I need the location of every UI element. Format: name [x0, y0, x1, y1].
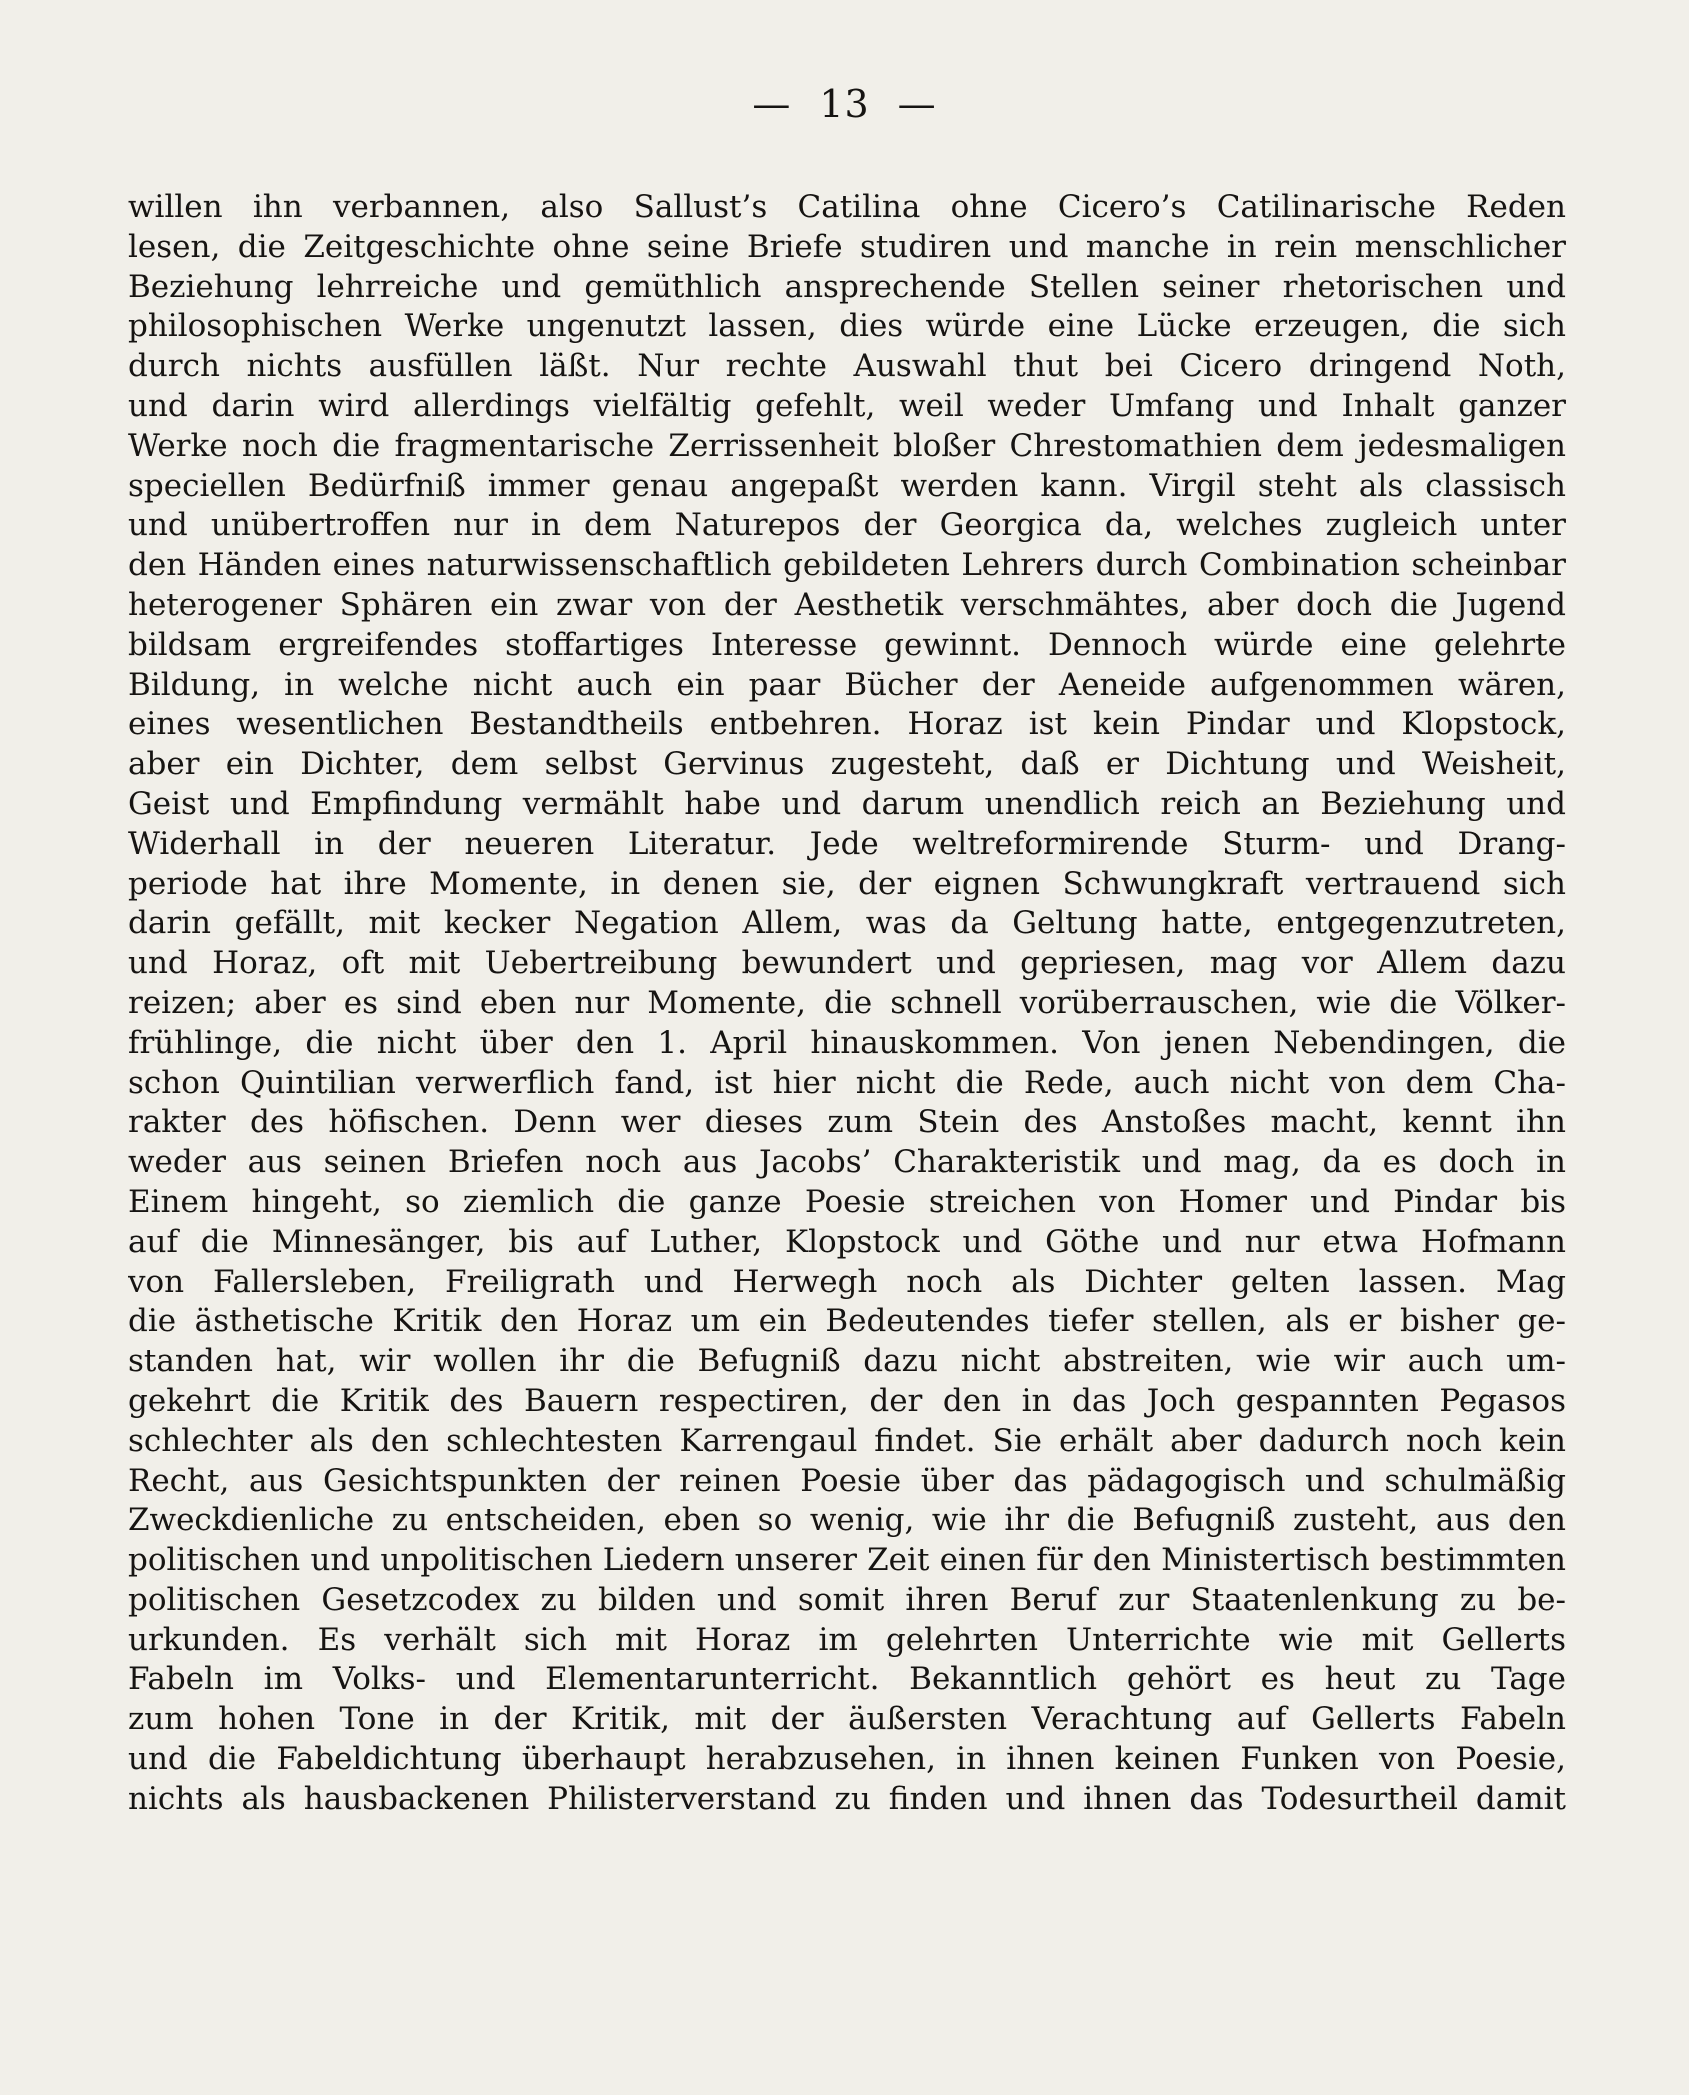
text-line: und darin wird allerdings vielfältig gefehlt, weil weder Umfang und Inhalt ganzer	[128, 387, 1566, 424]
text-line: und die Fabeldichtung überhaupt herabzusehen, in ihnen keinen Funken von Poesie,	[128, 1741, 1566, 1778]
text-line: zum hohen Tone in der Kritik, mit der äußersten Verachtung auf Gellerts Fabeln	[128, 1701, 1566, 1738]
text-line: darin gefällt, mit kecker Negation Allem, was da Geltung hatte, entgegenzutreten,	[128, 905, 1566, 942]
text-line: willen ihn verbannen, also Sallust’s Catilina ohne Cicero’s Catilinarische Reden	[128, 189, 1566, 225]
page-header	[0, 82, 1689, 126]
text-line: periode hat ihre Momente, in denen sie, der eignen Schwungkraft vertrauend sich	[128, 865, 1566, 902]
header-dash-right: —	[897, 82, 937, 126]
text-line: urkunden. Es verhält sich mit Horaz im gelehrten Unterrichte wie mit Gellerts	[128, 1621, 1566, 1658]
text-line: von Fallersleben, Freiligrath und Herwegh noch als Dichter gelten lassen. Mag	[128, 1263, 1566, 1300]
text-line: philosophischen Werke ungenutzt lassen, dies würde eine Lücke erzeugen, die sich	[128, 308, 1566, 345]
text-line: nichts als hausbackenen Philisterverstand zu finden und ihnen das Todesurtheil damit	[128, 1780, 1566, 1817]
text-line: den Händen eines naturwissenschaftlich gebildeten Lehrers durch Combination scheinbar	[128, 547, 1566, 584]
text-line: eines wesentlichen Bestandtheils entbehren. Horaz ist kein Pindar und Klopstock,	[128, 706, 1566, 743]
text-line: rakter des höfischen. Denn wer dieses zum Stein des Anstoßes macht, kennt ihn	[128, 1104, 1566, 1141]
text-line: politischen und unpolitischen Liedern unserer Zeit einen für den Ministertisch bestimmten	[128, 1542, 1566, 1579]
page-number: 13	[819, 82, 870, 126]
text-line: speciellen Bedürfniß immer genau angepaßt werden kann. Virgil steht als classisch	[128, 467, 1566, 504]
text-line: die ästhetische Kritik den Horaz um ein Bedeutendes tiefer stellen, als er bisher ge-	[128, 1303, 1566, 1340]
text-line: Werke noch die fragmentarische Zerrissenheit bloßer Chrestomathien dem jedesmaligen	[128, 427, 1566, 464]
text-line: lesen, die Zeitgeschichte ohne seine Briefe studiren und manche in rein menschlicher	[128, 228, 1566, 265]
text-line: politischen Gesetzcodex zu bilden und somit ihren Beruf zur Staatenlenkung zu be-	[128, 1581, 1566, 1618]
text-line: Beziehung lehrreiche und gemüthlich ansprechende Stellen seiner rhetorischen und	[128, 268, 1566, 305]
text-line: Geist und Empfindung vermählt habe und darum unendlich reich an Beziehung und	[128, 785, 1566, 822]
text-line: weder aus seinen Briefen noch aus Jacobs’ Charakteristik und mag, da es doch in	[128, 1144, 1566, 1181]
text-line: Fabeln im Volks- und Elementarunterricht. Bekanntlich gehört es heut zu Tage	[128, 1661, 1566, 1698]
text-line: Widerhall in der neueren Literatur. Jede weltreformirende Sturm- und Drang-	[128, 825, 1566, 862]
text-line: bildsam ergreifendes stoffartiges Interesse gewinnt. Dennoch würde eine gelehrte	[128, 626, 1566, 663]
text-line: auf die Minnesänger, bis auf Luther, Klopstock und Göthe und nur etwa Hofmann	[128, 1223, 1566, 1260]
text-line: und unübertroffen nur in dem Naturepos der Georgica da, welches zugleich unter	[128, 507, 1566, 544]
text-line: Bildung, in welche nicht auch ein paar Bücher der Aeneide aufgenommen wären,	[128, 666, 1566, 703]
text-line: heterogener Sphären ein zwar von der Aesthetik verschmähtes, aber doch die Jugend	[128, 586, 1566, 623]
text-line: aber ein Dichter, dem selbst Gervinus zugesteht, daß er Dichtung und Weisheit,	[128, 746, 1566, 783]
text-line: durch nichts ausfüllen läßt. Nur rechte Auswahl thut bei Cicero dringend Noth,	[128, 348, 1566, 385]
text-line: schon Quintilian verwerflich fand, ist hier nicht die Rede, auch nicht von dem Cha-	[128, 1064, 1566, 1101]
text-line: frühlinge, die nicht über den 1. April hinauskommen. Von jenen Nebendingen, die	[128, 1024, 1566, 1061]
text-line: schlechter als den schlechtesten Karrengaul findet. Sie erhält aber dadurch noch kein	[128, 1422, 1566, 1459]
text-line: gekehrt die Kritik des Bauern respectiren, der den in das Joch gespannten Pegasos	[128, 1382, 1566, 1419]
text-line: Zweckdienliche zu entscheiden, eben so wenig, wie ihr die Befugniß zusteht, aus den	[128, 1502, 1566, 1539]
text-line: Einem hingeht, so ziemlich die ganze Poesie streichen von Homer und Pindar bis	[128, 1183, 1566, 1220]
header-dash-left: —	[752, 82, 792, 126]
text-line: reizen; aber es sind eben nur Momente, die schnell vorüberrauschen, wie die Völker-	[128, 984, 1566, 1021]
text-line: und Horaz, oft mit Uebertreibung bewundert und gepriesen, mag vor Allem dazu	[128, 945, 1566, 982]
body-text	[128, 188, 1566, 1820]
text-line: standen hat, wir wollen ihr die Befugniß dazu nicht abstreiten, wie wir auch um-	[128, 1343, 1566, 1380]
text-line: Recht, aus Gesichtspunkten der reinen Poesie über das pädagogisch und schulmäßig	[128, 1462, 1566, 1499]
